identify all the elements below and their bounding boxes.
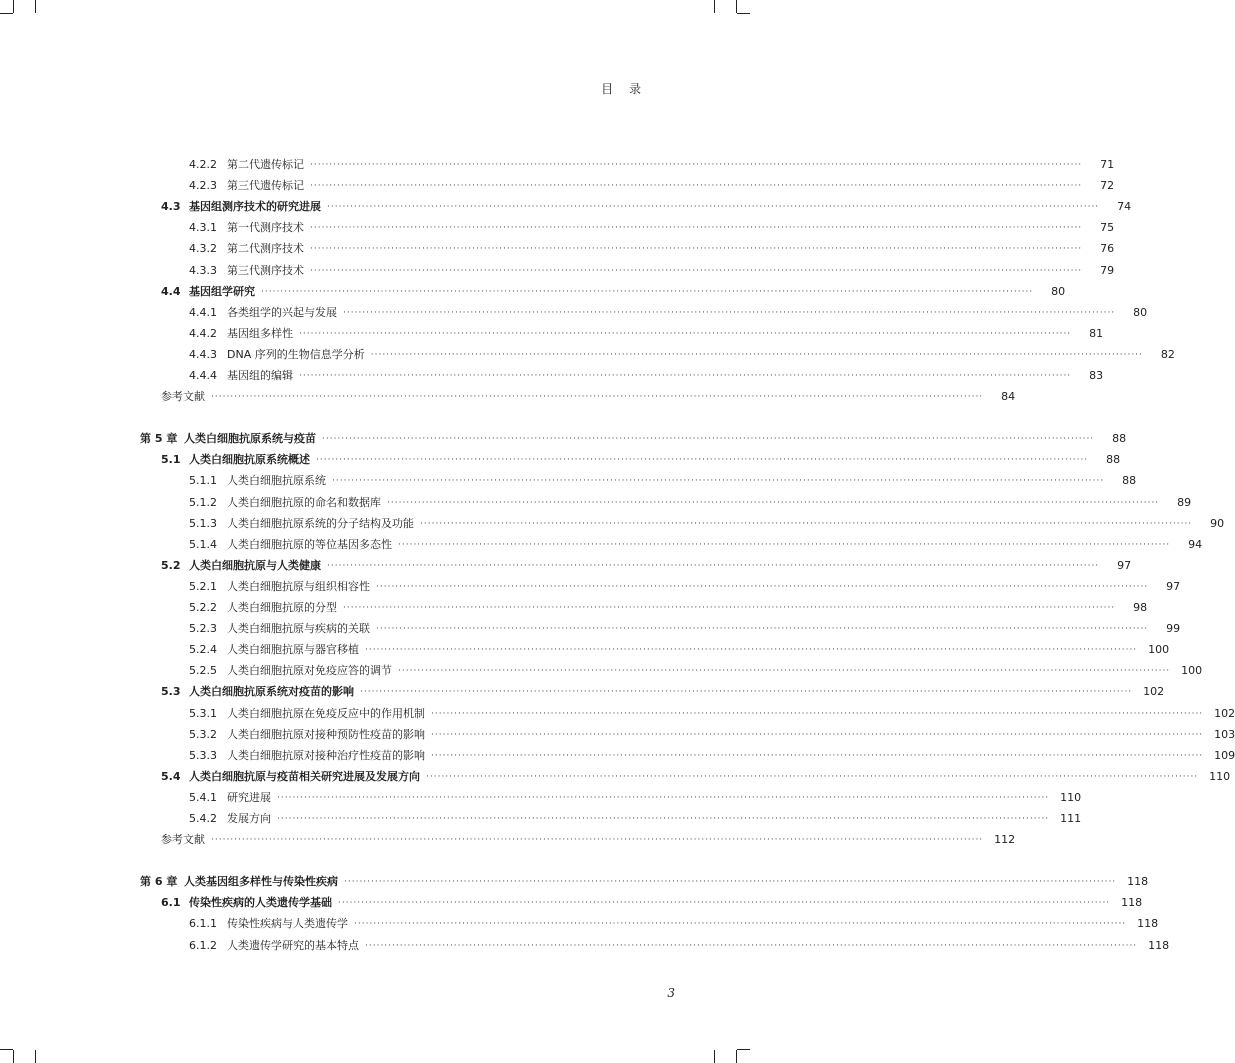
toc-entry-page: 80: [1133, 305, 1148, 319]
toc-entry[interactable]: [161, 282, 1066, 302]
toc-leader-dots: ········································································································································································································: [322, 434, 1095, 445]
toc-leader-dots: ········································································································································································································: [343, 307, 1116, 318]
toc-leader-dots: ········································································································································································································: [310, 160, 1083, 170]
toc-entry-number: 5.3.2: [189, 727, 217, 741]
crop-mark-top-right-v: [714, 0, 715, 13]
toc-entry[interactable]: [189, 704, 1235, 724]
toc-entry-title: 人类白细胞抗原与器官移植: [227, 643, 359, 657]
toc-entry-number: 5.1.2: [189, 495, 217, 509]
toc-entry-title: 人类白细胞抗原与疫苗相关研究进展及发展方向: [189, 769, 420, 783]
toc-leader-dots: ········································································································································································································: [343, 603, 1116, 613]
toc-entry-number: 5.1.3: [189, 516, 217, 530]
toc-entry-title: 人类白细胞抗原对免疫应答的调节: [227, 664, 392, 678]
toc-leader-dots: ········································································································································································································: [360, 687, 1133, 698]
toc-leader-dots: ········································································································································································································: [299, 328, 1072, 339]
toc-entry-title: 人类白细胞抗原的分型: [227, 601, 337, 614]
toc-entry-page: 88: [1106, 453, 1121, 467]
toc-entry-page: 110: [1209, 769, 1231, 783]
toc-entry-page: 110: [1060, 790, 1082, 804]
toc-entry[interactable]: [189, 640, 1170, 660]
toc-entry-title: 第一代测序技术: [227, 221, 304, 235]
toc-entry[interactable]: [189, 493, 1192, 513]
toc-entry-title: 人类白细胞抗原对接种预防性疫苗的影响: [227, 727, 425, 741]
toc-entry-page: 89: [1177, 495, 1192, 509]
toc-entry-page: 102: [1214, 706, 1235, 720]
toc-entry-title: 人类基因组多样性与传染性疾病: [184, 875, 338, 889]
toc-leader-dots: ········································································································································································································: [310, 181, 1083, 192]
toc-entry-page: 118: [1148, 938, 1170, 952]
toc-entry[interactable]: [189, 239, 1115, 259]
toc-leader-dots: ········································································································································································································: [277, 792, 1050, 803]
toc-entry-title: 传染性疾病与人类遗传学: [227, 917, 348, 931]
toc-entry-page: 97: [1166, 579, 1181, 593]
toc-leader-dots: ········································································································································································································: [310, 223, 1083, 234]
toc-leader-dots: ········································································································································································································: [344, 877, 1117, 888]
toc-entry-title: 人类遗传学研究的基本特点: [227, 938, 359, 952]
toc-entry[interactable]: [140, 429, 1127, 449]
toc-entry-number: 6.1: [161, 896, 181, 910]
toc-leader-dots: ········································································································································································································: [431, 729, 1204, 740]
toc-entry-number: 4.4.4: [189, 369, 217, 382]
crop-mark-top-right-h: [737, 13, 750, 14]
toc-entry-page: 109: [1214, 748, 1235, 762]
page-number: 3: [667, 986, 675, 1000]
toc-entry-title: 研究进展: [227, 790, 271, 804]
toc-entry-page: 118: [1127, 875, 1149, 889]
toc-entry-title: 人类白细胞抗原与组织相容性: [227, 579, 370, 593]
toc-leader-dots: ········································································································································································································: [327, 560, 1100, 571]
toc-entry[interactable]: [161, 387, 1016, 407]
toc-entry-title: 人类白细胞抗原系统与疫苗: [184, 432, 316, 446]
toc-entry-page: 72: [1100, 179, 1115, 193]
toc-entry[interactable]: [189, 155, 1115, 175]
toc-entry-page: 102: [1143, 685, 1165, 699]
toc-entry-number: 5.1.4: [189, 537, 217, 551]
toc-entry[interactable]: [189, 936, 1170, 956]
toc-entry-page: 100: [1181, 664, 1203, 678]
crop-mark-bottom-right-h: [737, 1049, 750, 1050]
toc-leader-dots: ········································································································································································································: [299, 371, 1072, 381]
toc-entry-page: 100: [1148, 643, 1170, 657]
toc-entry-page: 79: [1100, 263, 1115, 277]
toc-leader-dots: ········································································································································································································: [310, 244, 1083, 255]
toc-entry[interactable]: [189, 577, 1181, 597]
toc-entry-number: 4.4: [161, 284, 181, 298]
crop-mark-bottom-left-h: [0, 1049, 13, 1050]
toc-leader-dots: ········································································································································································································: [420, 518, 1193, 529]
toc-entry-number: 4.4.1: [189, 305, 217, 319]
toc-entry-number: 6.1.1: [189, 917, 217, 931]
toc-entry[interactable]: [189, 324, 1104, 344]
toc-leader-dots: ········································································································································································································: [431, 750, 1204, 761]
toc-entry-title: 人类白细胞抗原的命名和数据库: [227, 495, 381, 509]
toc-entry-title: 人类白细胞抗原系统: [227, 474, 326, 488]
toc-entry-page: 75: [1100, 221, 1115, 235]
toc-entry-title: 第三代测序技术: [227, 263, 304, 277]
toc-leader-dots: ········································································································································································································: [277, 814, 1050, 824]
toc-leader-dots: ········································································································································································································: [426, 771, 1199, 782]
toc-entry-number: 第 5 章: [140, 432, 178, 446]
toc-entry-number: 5.4.2: [189, 812, 217, 825]
toc-entry-number: 5.3.3: [189, 748, 217, 762]
toc-entry-number: 5.2.2: [189, 601, 217, 614]
toc-entry-page: 99: [1166, 622, 1181, 636]
toc-entry[interactable]: [189, 303, 1148, 323]
crop-mark-bottom-right-v: [714, 1050, 715, 1063]
toc-leader-dots: ········································································································································································································: [376, 624, 1149, 635]
toc-entry-title: DNA 序列的生物信息学分析: [227, 347, 365, 361]
toc-entry-title: 人类白细胞抗原系统对疫苗的影响: [189, 685, 354, 699]
toc-entry-page: 118: [1137, 917, 1159, 931]
toc-entry-page: 88: [1112, 432, 1127, 446]
toc-leader-dots: ········································································································································································································: [398, 539, 1171, 550]
toc-entry-title: 人类白细胞抗原的等位基因多态性: [227, 537, 392, 551]
toc-entry-page: 112: [994, 833, 1016, 847]
toc-entry[interactable]: [161, 830, 1016, 850]
toc-entry-number: 5.2.1: [189, 579, 217, 593]
toc-entry-number: 5.3.1: [189, 706, 217, 720]
toc-entry[interactable]: [189, 261, 1115, 281]
toc-leader-dots: ········································································································································································································: [376, 581, 1149, 592]
toc-entry[interactable]: [189, 345, 1175, 365]
toc-entry[interactable]: [189, 619, 1181, 639]
toc-entry-page: 71: [1100, 158, 1115, 171]
crop-mark-bottom-left-v: [13, 1050, 14, 1063]
toc-entry-title: 传染性疾病的人类遗传学基础: [189, 896, 332, 910]
toc-entry[interactable]: [189, 788, 1082, 808]
toc-entry[interactable]: [161, 682, 1165, 702]
toc-entry[interactable]: [140, 872, 1149, 892]
crop-mark-top-left-v2: [35, 0, 36, 13]
crop-mark-bottom-left-v2: [35, 1050, 36, 1063]
toc-leader-dots: ········································································································································································································: [211, 392, 984, 403]
toc-leader-dots: ········································································································································································································: [338, 898, 1111, 909]
toc-entry[interactable]: [189, 661, 1203, 681]
running-header: 目 录: [601, 82, 647, 96]
toc-leader-dots: ········································································································································································································: [365, 940, 1138, 951]
toc-entry-title: 人类白细胞抗原系统概述: [189, 453, 310, 467]
toc-entry-page: 88: [1122, 474, 1137, 488]
crop-mark-top-left-h: [0, 13, 13, 14]
toc-entry-page: 84: [1001, 390, 1016, 404]
toc-entry-number: 4.3.2: [189, 242, 217, 256]
toc-leader-dots: ········································································································································································································: [261, 286, 1034, 297]
toc-entry-page: 98: [1133, 601, 1148, 614]
toc-entry-page: 82: [1160, 347, 1175, 361]
toc-leader-dots: ········································································································································································································: [327, 202, 1100, 213]
toc-entry-title: 第三代遗传标记: [227, 179, 304, 193]
toc-entry-title: 基因组多样性: [227, 326, 293, 340]
toc-entry[interactable]: [189, 725, 1235, 745]
toc-entry-title: 人类白细胞抗原对接种治疗性疫苗的影响: [227, 748, 425, 762]
toc-entry-page: 76: [1100, 242, 1115, 256]
toc-entry[interactable]: [189, 176, 1115, 196]
toc-entry[interactable]: [189, 535, 1203, 555]
toc-entry-title: 人类白细胞抗原系统的分子结构及功能: [227, 516, 414, 530]
toc-leader-dots: ········································································································································································································: [332, 476, 1105, 487]
toc-entry-number: 5.4.1: [189, 790, 217, 804]
toc-entry-title: 第二代测序技术: [227, 242, 304, 256]
toc-entry[interactable]: [189, 809, 1082, 829]
toc-entry-page: 111: [1060, 812, 1082, 825]
toc-entry-page: 80: [1051, 284, 1066, 298]
toc-entry-page: 81: [1089, 326, 1104, 340]
toc-leader-dots: ········································································································································································································: [316, 455, 1089, 466]
toc-entry-number: 4.3: [161, 200, 181, 214]
toc-entry-title: 参考文献: [161, 390, 205, 404]
toc-entry-number: 4.4.2: [189, 326, 217, 340]
toc-entry[interactable]: [189, 914, 1159, 934]
toc-entry-page: 97: [1117, 558, 1132, 572]
toc-entry-number: 4.3.1: [189, 221, 217, 235]
toc-entry-title: 基因组学研究: [189, 284, 255, 298]
toc-entry-title: 第二代遗传标记: [227, 158, 304, 171]
toc-entry[interactable]: [161, 450, 1121, 470]
toc-entry[interactable]: [189, 746, 1235, 766]
toc-entry-page: 83: [1089, 369, 1104, 382]
toc-entry[interactable]: [161, 556, 1132, 576]
toc-entry-number: 第 6 章: [140, 875, 178, 889]
toc-entry-number: 4.2.3: [189, 179, 217, 193]
toc-entry-title: 基因组的编辑: [227, 369, 293, 382]
crop-mark-top-left-v: [13, 0, 14, 13]
toc-entry-title: 人类白细胞抗原与疾病的关联: [227, 622, 370, 636]
toc-entry[interactable]: [189, 598, 1148, 618]
toc-entry-page: 74: [1117, 200, 1132, 214]
toc-entry-number: 5.2.4: [189, 643, 217, 657]
toc-entry-number: 4.2.2: [189, 158, 217, 171]
toc-leader-dots: ········································································································································································································: [431, 708, 1204, 719]
toc-entry-number: 5.3: [161, 685, 181, 699]
toc-entry-number: 4.3.3: [189, 263, 217, 277]
toc-entry-page: 94: [1188, 537, 1203, 551]
toc-entry[interactable]: [189, 514, 1225, 534]
toc-entry-number: 5.1: [161, 453, 181, 467]
toc-entry-title: 各类组学的兴起与发展: [227, 305, 337, 319]
toc-entry-title: 基因组测序技术的研究进展: [189, 200, 321, 214]
toc-entry-number: 5.2.3: [189, 622, 217, 636]
toc-leader-dots: ········································································································································································································: [365, 645, 1138, 656]
toc-entry-number: 6.1.2: [189, 938, 217, 952]
toc-entry-page: 118: [1121, 896, 1143, 910]
crop-mark-bottom-right-v2: [736, 1050, 737, 1063]
toc-entry[interactable]: [189, 471, 1137, 491]
toc-leader-dots: ········································································································································································································: [354, 919, 1127, 930]
toc-entry-title: 参考文献: [161, 833, 205, 847]
toc-leader-dots: ········································································································································································································: [387, 497, 1160, 508]
toc-leader-dots: ········································································································································································································: [370, 349, 1143, 360]
toc-leader-dots: ········································································································································································································: [211, 835, 984, 846]
toc-entry-number: 5.4: [161, 769, 181, 783]
toc-entry-number: 5.2: [161, 558, 181, 572]
toc-entry[interactable]: [189, 366, 1104, 386]
toc-leader-dots: ········································································································································································································: [310, 265, 1083, 276]
toc-entry[interactable]: [161, 197, 1132, 217]
toc-leader-dots: ········································································································································································································: [398, 666, 1171, 677]
toc-entry-number: 5.2.5: [189, 664, 217, 678]
toc-entry-page: 103: [1214, 727, 1235, 741]
crop-mark-top-right-v2: [736, 0, 737, 13]
toc-entry[interactable]: [161, 767, 1231, 787]
toc-entry-title: 人类白细胞抗原与人类健康: [189, 558, 321, 572]
toc-entry-number: 5.1.1: [189, 474, 217, 488]
toc-entry[interactable]: [189, 218, 1115, 238]
toc-entry-title: 发展方向: [227, 812, 271, 825]
toc-entry-page: 90: [1210, 516, 1225, 530]
toc-entry[interactable]: [161, 893, 1143, 913]
toc-entry-number: 4.4.3: [189, 347, 217, 361]
toc-entry-title: 人类白细胞抗原在免疫反应中的作用机制: [227, 706, 425, 720]
